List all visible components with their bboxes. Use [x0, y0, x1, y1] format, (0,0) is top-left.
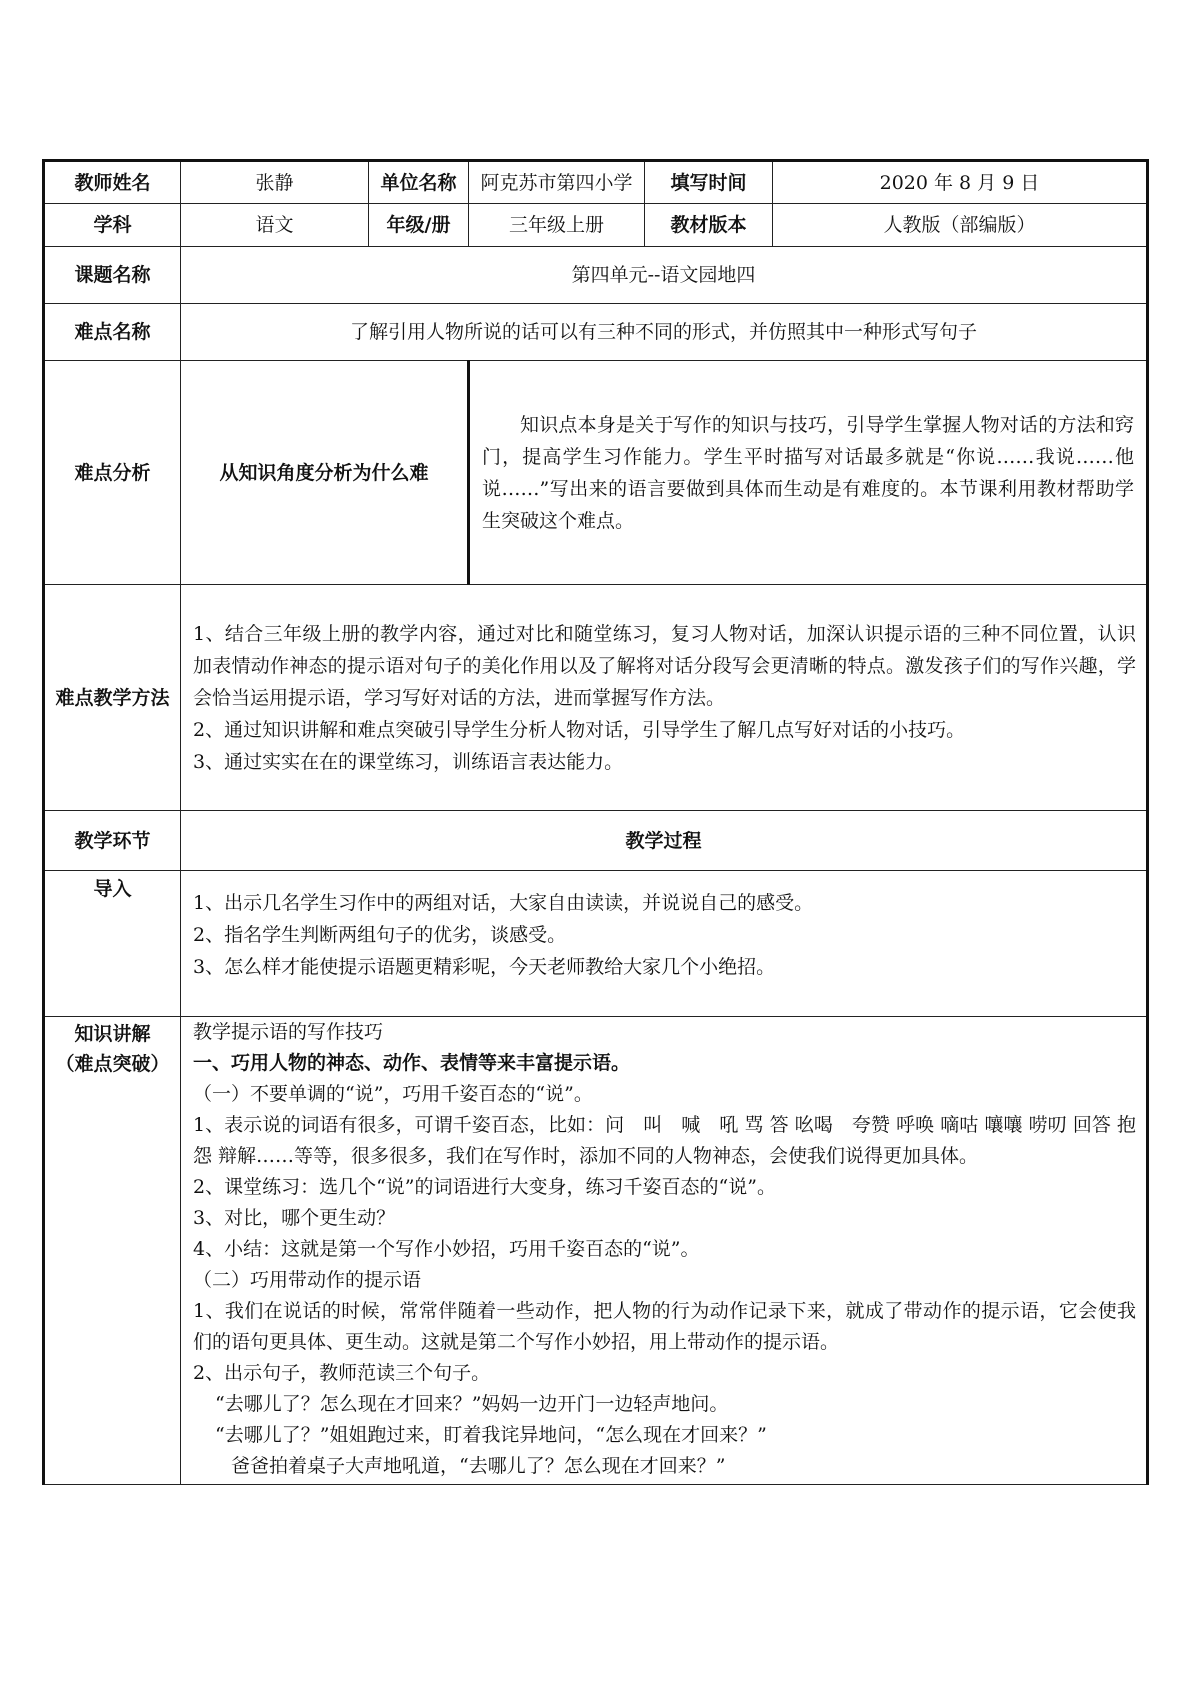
- analysis-text: 知识点本身是关于写作的知识与技巧，引导学生掌握人物对话的方法和窍门，提高学生习作能力。学生平时描写对话最多就是“你说……我说……他说……”写出来的语言要做到具体而生动是有难度的。本节课利用教材帮助学生突破这个难点。: [482, 413, 1134, 532]
- topic-value: 第四单元--语文园地四: [181, 247, 1148, 304]
- difficulty-label: 难点名称: [44, 304, 181, 361]
- row-teacher: [44, 161, 1148, 204]
- lesson-plan-table: [42, 159, 1149, 1485]
- row-knowledge: [44, 1017, 1148, 1485]
- method-line-1: 1、结合三年级上册的教学内容，通过对比和随堂练习，复习人物对话，加深认识提示语的三种不同位置，认识加表情动作神态的提示语对句子的美化作用以及了解将对话分段写会更清晰的特点。激发孩子们的写作兴趣，学会恰当运用提示语，学习写好对话的方法，进而掌握写作方法。: [193, 622, 1136, 709]
- unit-label: 单位名称: [369, 161, 469, 204]
- intro-cell: [181, 871, 1148, 1017]
- intro-line-3: 3、怎么样才能使提示语题更精彩呢，今天老师教给大家几个小绝招。: [193, 956, 776, 978]
- intro-label: 导入: [44, 871, 181, 1017]
- knowledge-p6: 2、出示句子，教师范读三个句子。: [193, 1362, 491, 1384]
- process-right-label: 教学过程: [181, 811, 1148, 871]
- topic-label: 课题名称: [44, 247, 181, 304]
- knowledge-heading: 一、巧用人物的神态、动作、表情等来丰富提示语。: [193, 1052, 631, 1074]
- knowledge-sub1: （一）不要单调的“说”，巧用千姿百态的“说”。: [193, 1083, 593, 1105]
- grade-value: 三年级上册: [469, 204, 645, 247]
- analysis-label: 难点分析: [44, 361, 181, 585]
- knowledge-sub2: （二）巧用带动作的提示语: [193, 1269, 422, 1291]
- knowledge-p3: 3、对比，哪个更生动？: [193, 1207, 396, 1229]
- knowledge-label: [44, 1017, 181, 1485]
- unit-value: 阿克苏市第四小学: [469, 161, 645, 204]
- row-subject: [44, 204, 1148, 247]
- knowledge-p2: 2、课堂练习：选几个“说”的词语进行大变身，练习千姿百态的“说”。: [193, 1176, 776, 1198]
- knowledge-title: 教学提示语的写作技巧: [193, 1021, 384, 1043]
- knowledge-p5: 1、我们在说话的时候，常常伴随着一些动作，把人物的行为动作记录下来，就成了带动作的提示语，它会使我们的语句更具体、更生动。这就是第二个写作小妙招，用上带动作的提示语。: [193, 1300, 1136, 1353]
- grade-label: 年级/册: [369, 204, 469, 247]
- row-intro: [44, 871, 1148, 1017]
- subject-label: 学科: [44, 204, 181, 247]
- method-label: 难点教学方法: [44, 585, 181, 811]
- analysis-sublabel: 从知识角度分析为什么难: [181, 361, 469, 585]
- knowledge-quote-3: 爸爸拍着桌子大声地吼道，“去哪儿了？怎么现在才回来？”: [231, 1455, 726, 1477]
- row-difficulty: [44, 304, 1148, 361]
- edition-value: 人教版（部编版）: [773, 204, 1148, 247]
- edition-label: 教材版本: [645, 204, 773, 247]
- difficulty-value: 了解引用人物所说的话可以有三种不同的形式，并仿照其中一种形式写句子: [181, 304, 1148, 361]
- process-left-label: 教学环节: [44, 811, 181, 871]
- knowledge-quote-2: “去哪儿了？”姐姐跑过来，盯着我诧异地问，“怎么现在才回来？”: [215, 1424, 767, 1446]
- teacher-label: 教师姓名: [44, 161, 181, 204]
- knowledge-label-line1: 知识讲解: [74, 1023, 151, 1045]
- date-label: 填写时间: [645, 161, 773, 204]
- row-method: [44, 585, 1148, 811]
- date-value: 2020 年 8 月 9 日: [773, 161, 1148, 204]
- knowledge-cell: [181, 1017, 1148, 1485]
- knowledge-p1: 1、表示说的词语有很多，可谓千姿百态，比如：问 叫 喊 吼 骂 答 吆喝 夸赞 呼唤 嘀咕 嚷嚷 唠叨 回答 抱怨 辩解……等等，很多很多，我们在写作时，添加不同的人物神态，会使我们说得更加具体。: [193, 1114, 1136, 1167]
- row-topic: [44, 247, 1148, 304]
- method-line-3: 3、通过实实在在的课堂练习，训练语言表达能力。: [193, 750, 624, 773]
- subject-value: 语文: [181, 204, 369, 247]
- row-process-header: [44, 811, 1148, 871]
- analysis-text-cell: [469, 361, 1148, 585]
- intro-line-2: 2、指名学生判断两组句子的优劣，谈感受。: [193, 924, 567, 946]
- method-cell: [181, 585, 1148, 811]
- row-analysis: [44, 361, 1148, 585]
- method-line-2: 2、通过知识讲解和难点突破引导学生分析人物对话，引导学生了解几点写好对话的小技巧。: [193, 718, 966, 741]
- knowledge-quote-1: “去哪儿了？怎么现在才回来？”妈妈一边开门一边轻声地问。: [215, 1393, 729, 1415]
- teacher-value: 张静: [181, 161, 369, 204]
- intro-line-1: 1、出示几名学生习作中的两组对话，大家自由读读，并说说自己的感受。: [193, 892, 814, 914]
- knowledge-p4: 4、小结：这就是第一个写作小妙招，巧用千姿百态的“说”。: [193, 1238, 700, 1260]
- knowledge-label-line2: （难点突破）: [55, 1053, 170, 1075]
